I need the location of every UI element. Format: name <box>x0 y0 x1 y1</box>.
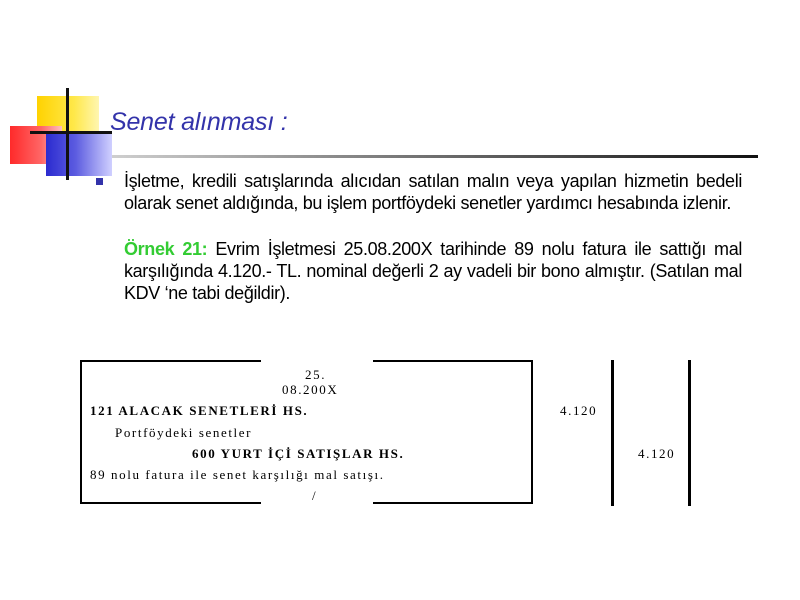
vertical-bar <box>66 88 69 180</box>
debit-account: 121 ALACAK SENETLERİ HS. <box>90 403 309 418</box>
paragraph-1: İşletme, kredili satışlarında alıcıdan satılan malın veya yapılan hizmetin bedeli olarak senet aldığında, bu işlem portföydeki senetler yardımcı hesabında izlenir. <box>124 171 742 213</box>
page-title: Senet alınması : <box>110 108 288 136</box>
example-label: Örnek 21: <box>124 239 208 259</box>
journal-date-line-1: 25. <box>305 367 327 382</box>
decorative-squares <box>0 0 120 190</box>
debit-column-line <box>611 360 614 506</box>
journal-date-line-2: 08.200X <box>282 382 339 397</box>
journal-end-mark: / <box>312 488 318 503</box>
journal-top-gap <box>261 358 373 362</box>
blue-square <box>46 132 112 176</box>
credit-column-line <box>688 360 691 506</box>
credit-account: 600 YURT İÇİ SATIŞLAR HS. <box>192 446 405 461</box>
debit-sub-account: Portföydeki senetler <box>115 425 253 440</box>
horizontal-bar <box>30 131 112 134</box>
title-underline <box>112 155 758 158</box>
example-text: Evrim İşletmesi 25.08.200X tarihinde 89 nolu fatura ile sattığı mal karşılığında 4.120.- TL. nominal değerli 2 ay vadeli bir bono almıştır. (Satılan mal KDV ‘ne tabi değildir). <box>124 239 742 303</box>
debit-amount: 4.120 <box>560 403 598 418</box>
bullet-marker-1 <box>96 178 103 185</box>
paragraph-2 <box>124 238 742 304</box>
journal-explanation: 89 nolu fatura ile senet karşılığı mal satışı. <box>90 467 385 482</box>
credit-amount: 4.120 <box>638 446 676 461</box>
